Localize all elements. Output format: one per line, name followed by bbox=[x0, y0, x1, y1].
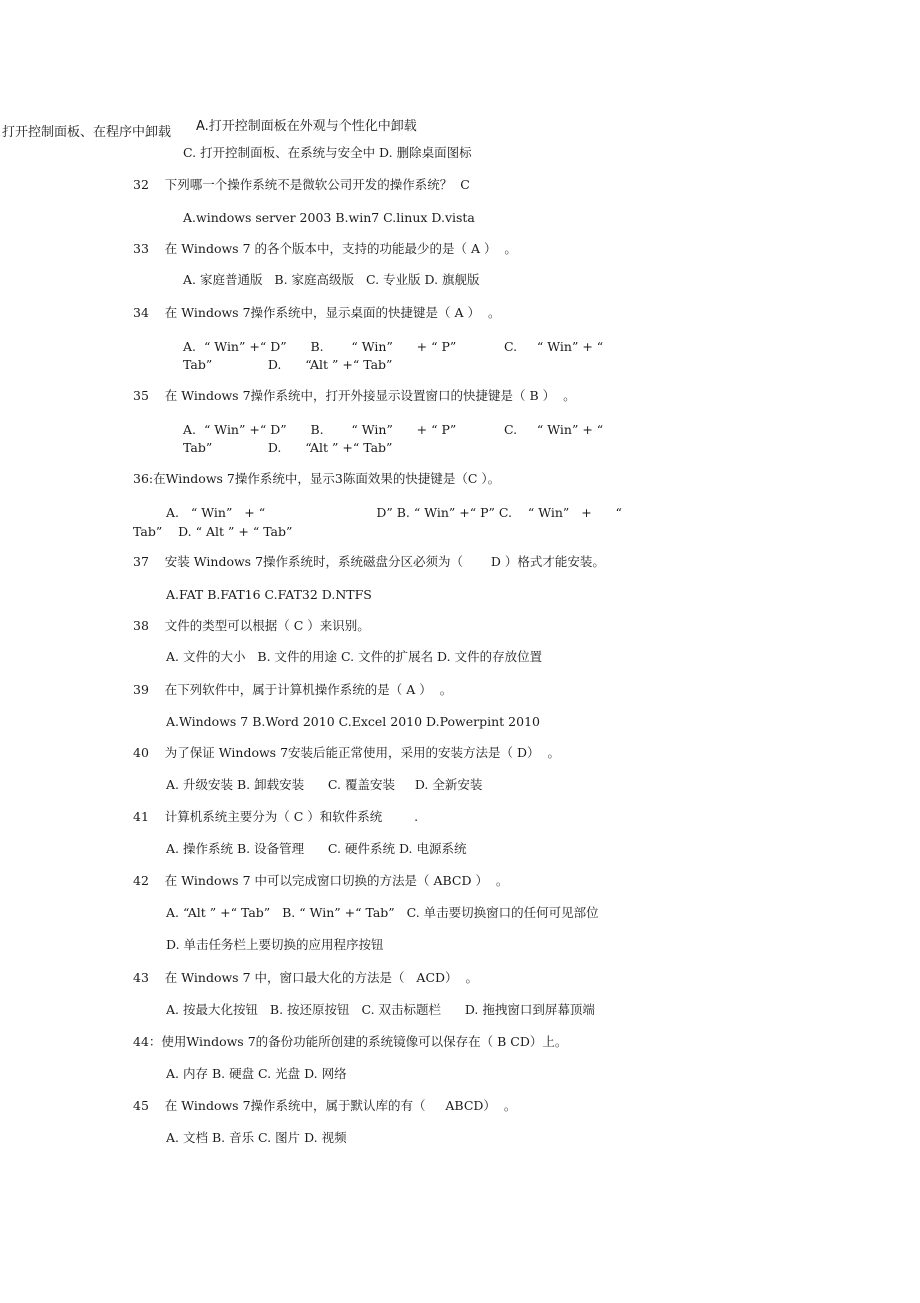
question-36: 36:在Windows 7操作系统中，显示3陈面效果的快捷键是（C ）。 bbox=[133, 471, 501, 486]
question-37-options: A.FAT B.FAT16 C.FAT32 D.NTFS bbox=[166, 587, 372, 602]
question-42-options-cont: D. 单击任务栏上要切换的应用程序按钮 bbox=[166, 937, 384, 952]
question-44: 44：使用Windows 7的备份功能所创建的系统镜像可以保存在（ B CD）上。 bbox=[133, 1034, 568, 1049]
question-43-options: A. 按最大化按钮 B. 按还原按钮 C. 双击标题栏 D. 拖拽窗口到屏幕顶端 bbox=[166, 1002, 595, 1017]
question-45-options: A. 文档 B. 音乐 C. 图片 D. 视频 bbox=[166, 1130, 347, 1145]
question-43: 43 在 Windows 7 中，窗口最大化的方法是（ ACD） 。 bbox=[133, 970, 478, 985]
question-36-options-cont: Tab” D. “ Alt ” + “ Tab” bbox=[133, 524, 293, 539]
question-39: 39 在下列软件中，属于计算机操作系统的是（ A ） 。 bbox=[133, 682, 453, 697]
question-44-options: A. 内存 B. 硬盘 C. 光盘 D. 网络 bbox=[166, 1066, 347, 1081]
question-42: 42 在 Windows 7 中可以完成窗口切换的方法是（ ABCD ） 。 bbox=[133, 873, 509, 888]
question-35: 35 在 Windows 7操作系统中，打开外接显示设置窗口的快捷键是（ B ） 。 bbox=[133, 388, 576, 403]
question-42-options: A. “Alt ” +“ Tab” B. “ Win” +“ Tab” C. 单击要切换窗口的任何可见部位 bbox=[166, 905, 599, 920]
question-37: 37 安装 Windows 7操作系统时，系统磁盘分区必须为（ D ）格式才能安装。 bbox=[133, 554, 605, 569]
question-39-options: A.Windows 7 B.Word 2010 C.Excel 2010 D.Powerpint 2010 bbox=[166, 714, 540, 729]
question-34-options: A. “ Win” +“ D” B. “ Win” + “ P” C. “ Win” + “ bbox=[183, 339, 604, 354]
question-38: 38 文件的类型可以根据（ C ）来识别。 bbox=[133, 618, 370, 633]
question-36-options: A. “ Win” + “ D” B. “ Win” +“ P” C. “ Win” + “ bbox=[166, 505, 622, 520]
question-35-options: A. “ Win” +“ D” B. “ Win” + “ P” C. “ Win” + “ bbox=[183, 422, 604, 437]
question-35-options-cont: Tab” D. “Alt ” +“ Tab” bbox=[183, 440, 393, 455]
question-33-options: A. 家庭普通版 B. 家庭高级版 C. 专业版 D. 旗舰版 bbox=[183, 272, 480, 287]
question-41: 41 计算机系统主要分为（ C ）和软件系统 . bbox=[133, 809, 419, 824]
question-41-options: A. 操作系统 B. 设备管理 C. 硬件系统 D. 电源系统 bbox=[166, 841, 467, 856]
question-34: 34 在 Windows 7操作系统中，显示桌面的快捷键是（ A ） 。 bbox=[133, 305, 501, 320]
question-38-options: A. 文件的大小 B. 文件的用途 C. 文件的扩展名 D. 文件的存放位置 bbox=[166, 649, 543, 664]
question-40-options: A. 升级安装 B. 卸载安装 C. 覆盖安装 D. 全新安装 bbox=[166, 777, 483, 792]
option-line: A.打开控制面板在外观与个性化中卸载 bbox=[196, 119, 417, 134]
question-32-options: A.windows server 2003 B.win7 C.linux D.vista bbox=[183, 210, 475, 225]
answer-line-fragment: 打开控制面板、在程序中卸载 bbox=[2, 125, 172, 140]
question-45: 45 在 Windows 7操作系统中，属于默认库的有（ ABCD） 。 bbox=[133, 1098, 517, 1113]
question-40: 40 为了保证 Windows 7安装后能正常使用，采用的安装方法是（ D） 。 bbox=[133, 745, 560, 760]
question-34-options-cont: Tab” D. “Alt ” +“ Tab” bbox=[183, 357, 393, 372]
question-33: 33 在 Windows 7 的各个版本中，支持的功能最少的是（ A ） 。 bbox=[133, 241, 517, 256]
question-32: 32 下列哪一个操作系统不是微软公司开发的操作系统？ C bbox=[133, 177, 470, 192]
option-line: C. 打开控制面板、在系统与安全中 D. 删除桌面图标 bbox=[183, 145, 472, 160]
